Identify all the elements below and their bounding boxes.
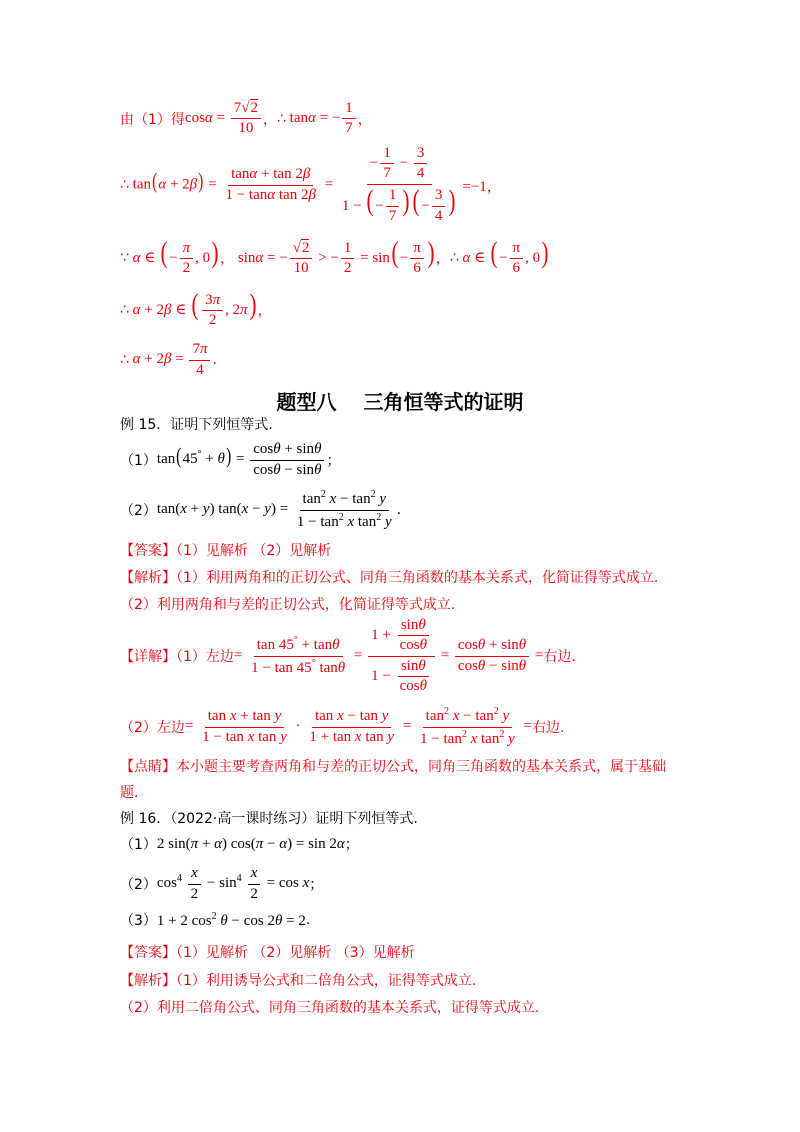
example-16-part-1: （1） 2 sin(π + α) cos(π − α) = sin 2α ；: [120, 835, 359, 853]
example-15-comment-1: 【点睛】本小题主要考查两角和与差的正切公式，同角三角函数的基本关系式，属于基础: [120, 759, 666, 775]
example-15-title: 例 15．证明下列恒等式.: [120, 417, 273, 433]
example-15-analysis-2: （2）利用两角和与差的正切公式，化简证得等式成立.: [120, 597, 456, 613]
example-15-part-1: （1） tan(45° + θ) = $\frac{\cos\theta + \sin\theta}{\cos\theta - \sin\theta}$ ；: [120, 441, 341, 478]
solution-line-alpha-range: ∵ α ∈ ( − $\frac{\pi}{2}$ , 0) ， sinα = − $\frac{√2}{10}$ > − $\frac{1}{2}$ = sin( − $\frac{\pi}{6}$ ) ， ∴ α ∈ ( − $\frac{\pi}{6}$ , 0): [120, 236, 549, 277]
solution-line-cos-alpha: 由（1）得 cosα = $\frac{7√2}{10}$ ， ∴ tanα = − $\frac{1}{7}$ ，: [120, 100, 372, 137]
example-16-part-3: （3） 1 + 2 $\cos^2 \theta - \cos 2\theta = 2$ .: [120, 910, 311, 929]
example-15-comment-2: 题.: [120, 785, 139, 801]
section-heading: 题型八 三角恒等式的证明: [276, 390, 524, 414]
example-16-analysis-1: 【解析】（1）利用诱导公式和二倍角公式，证得等式成立.: [120, 973, 477, 989]
example-15-part-2: （2） tan(x + y) tan(x − y) = $\frac{\tan^2 x - \tan^2 y}{1 - \tan^2 x \tan^2 y}$ .: [120, 489, 402, 530]
solution-line-sum-range: ∴ α + 2β ∈ ( $\frac{3\pi}{2}$ , 2π) ，: [120, 288, 272, 329]
example-15-detail-2: （2）左边 = $\frac{\text{tan x + tan y}}{\text{1 − tan x tan y}}$ · $\frac{\text{tan x − tan y}}{\text{1 + tan x tan y}}$ = $\frac{\tan^2 x - \tan^2 y}{1 - \tan^2 x \tan^2 y}$ = 右边.: [120, 706, 565, 747]
solution-line-tan-sum: ∴ tan(α + 2β) = $\frac{\tan\alpha + \tan 2\beta}{\text{1 − tanα tan 2β}}$ = − $\frac{1}{7}$ − $\frac{3}{4}$ 1 − ( − $\frac{1}{7}$ ) ( − $\frac{3}{4}$ ) =−1，: [120, 145, 502, 224]
solution-line-final: ∴ α + 2β = $\frac{7\pi}{4}$ .: [120, 341, 217, 378]
example-15-answer: 【答案】（1）见解析 （2）见解析: [120, 543, 332, 559]
example-16-answer: 【答案】（1）见解析 （2）见解析 （3）见解析: [120, 945, 415, 961]
example-16-title: 例 16．（2022·高一课时练习）证明下列恒等式.: [120, 811, 418, 827]
example-16-analysis-2: （2）利用二倍角公式、同角三角函数的基本关系式，证得等式成立.: [120, 1000, 540, 1016]
example-15-detail-1: 【详解】（1）左边 = $\frac{\tan 45^\circ + \tan\theta}{1 - \tan 45^\circ \tan\theta}$ = 1 + $\frac{\sin\theta}{\cos\theta}$ 1 − $\frac{\sin\theta}{\cos\theta}$ = $\frac{\cos\theta + \sin\theta}{\cos\theta - \sin\theta}$ = 右边.: [120, 617, 576, 694]
example-16-part-2: （2） $\cos^4$ $\frac{x}{2}$ − $\sin^4$ $\frac{x}{2}$ = cos x ；: [120, 865, 324, 902]
example-15-analysis-1: 【解析】（1）利用两角和的正切公式、同角三角函数的基本关系式，化简证得等式成立.: [120, 570, 659, 586]
